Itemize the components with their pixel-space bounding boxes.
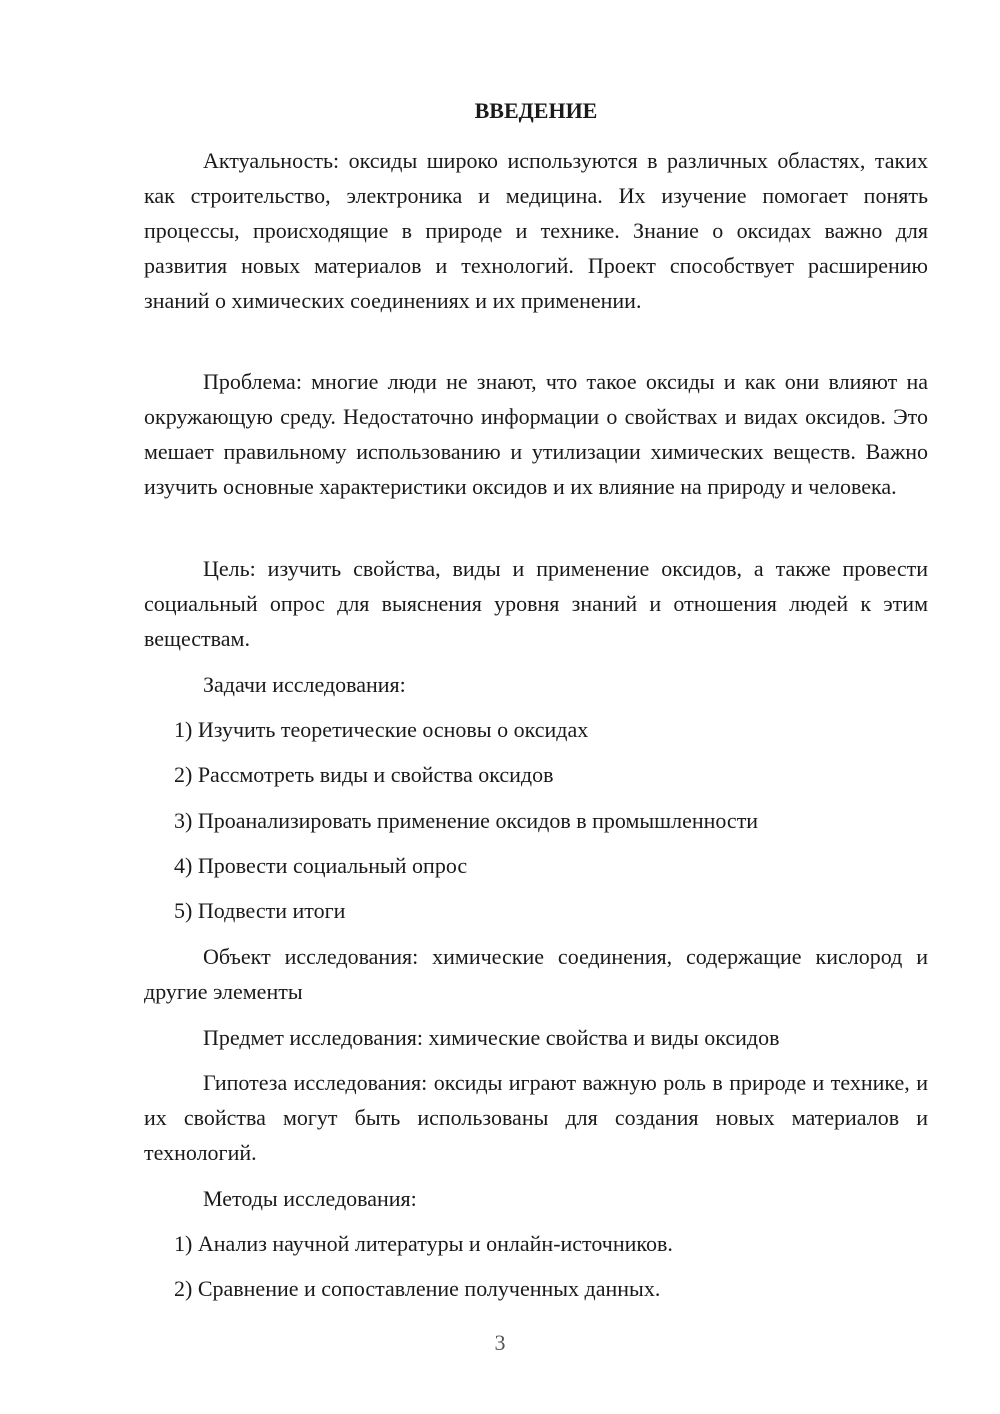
hypothesis-paragraph: Гипотеза исследования: оксиды играют важную роль в природе и технике, и их свойства могут быть использованы для создания новых материалов и технологий. [144,1070,928,1165]
task-item: 2) Рассмотреть виды и свойства оксидов [174,762,554,787]
methods-heading: Методы исследования: [203,1186,417,1211]
goal-paragraph: Цель: изучить свойства, виды и применение оксидов, а также провести социальный опрос для выяснения уровня знаний и отношения людей к этим веществам. [144,556,928,651]
section-title: ВВЕДЕНИЕ [474,98,598,123]
subject-line: Предмет исследования: химические свойства и виды оксидов [203,1025,780,1050]
task-item: 4) Провести социальный опрос [174,853,468,878]
method-item: 2) Сравнение и сопоставление полученных данных. [174,1276,661,1301]
relevance-paragraph: Актуальность: оксиды широко используются в различных областях, таких как строительство, электроника и медицина. Их изучение помогает понять процессы, происходящие в природе и технике. Знание о оксидах важно для развития новых материалов и технологий. Проект способствует расширению знаний о химических соединениях и их применении. [144,148,928,313]
task-item: 3) Проанализировать применение оксидов в промышленности [174,808,759,833]
object-paragraph: Объект исследования: химические соединения, содержащие кислород и другие элементы [144,944,928,1004]
method-item: 1) Анализ научной литературы и онлайн-источников. [174,1231,673,1256]
page-number: 3 [494,1330,506,1355]
task-item: 5) Подвести итоги [174,898,346,923]
tasks-heading: Задачи исследования: [203,672,406,697]
task-item: 1) Изучить теоретические основы о оксидах [174,717,589,742]
problem-paragraph: Проблема: многие люди не знают, что такое оксиды и как они влияют на окружающую среду. Недостаточно информации о свойствах и видах оксидов. Это мешает правильному использованию и утилизации химических веществ. Важно изучить основные характеристики оксидов и их влияние на природу и человека. [144,369,928,499]
